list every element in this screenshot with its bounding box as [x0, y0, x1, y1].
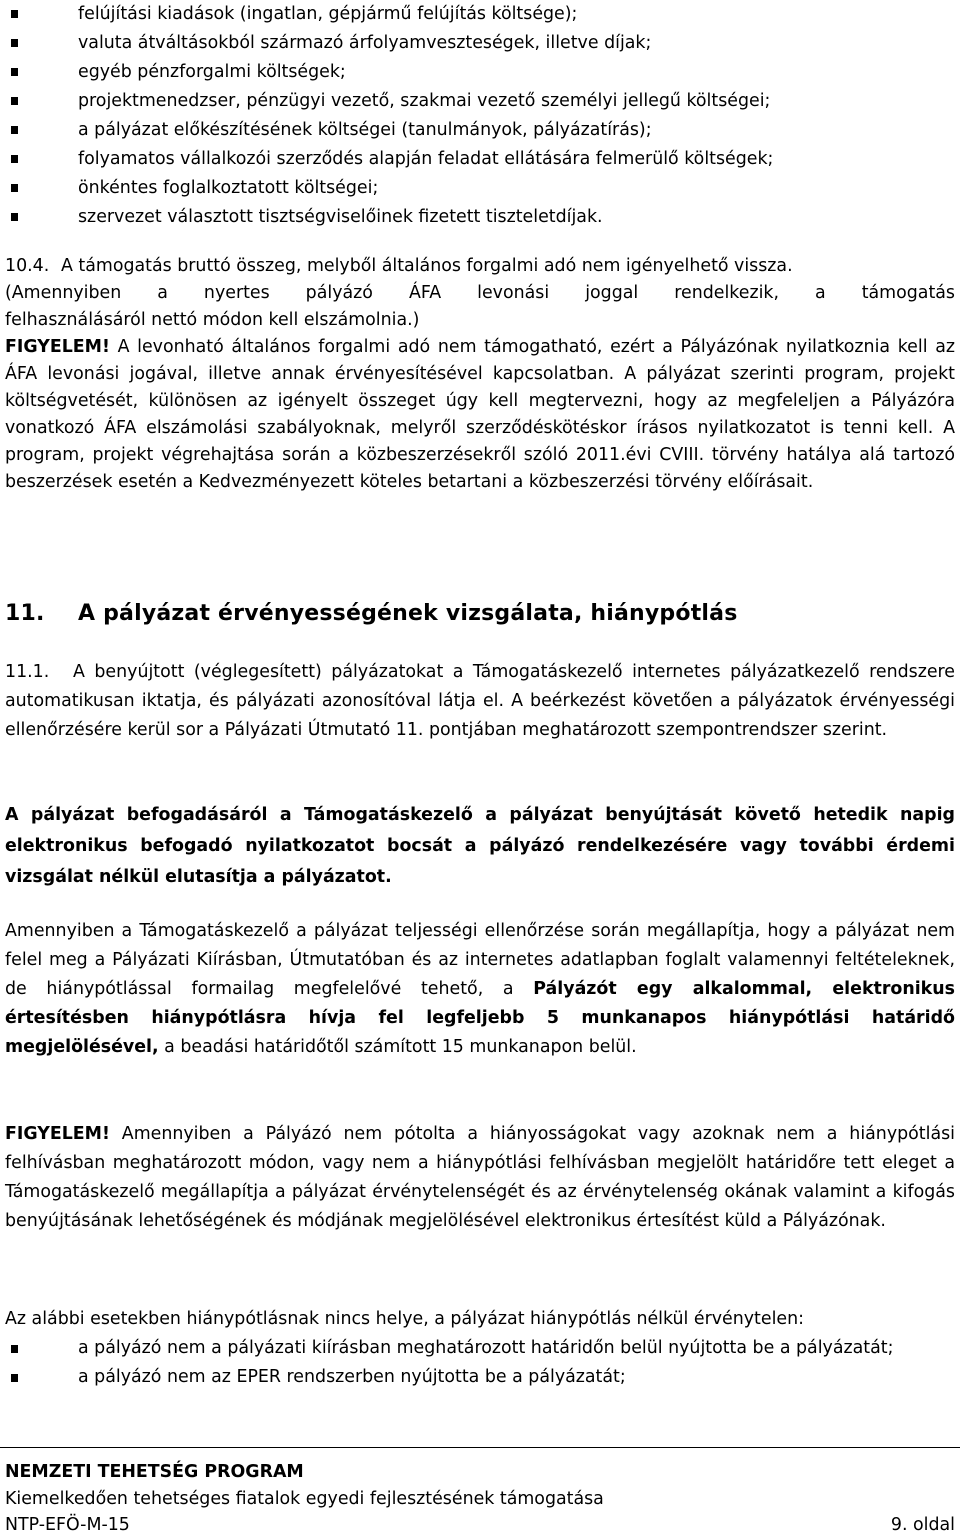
footer-code: NTP-EFÖ-M-15 — [5, 1515, 130, 1535]
warning-label: FIGYELEM! — [5, 1124, 110, 1144]
list-item: önkéntes foglalkoztatott költségei; — [0, 174, 960, 203]
footer-divider — [0, 1447, 960, 1448]
list-item: felújítási kiadások (ingatlan, gépjármű felújítás költsége); — [0, 0, 960, 29]
section-11-heading — [5, 601, 738, 626]
bullet-square-icon — [11, 184, 18, 192]
bullet-square-icon — [11, 213, 18, 221]
bullet-square-icon — [11, 39, 18, 47]
acceptance-paragraph: A pályázat befogadásáról a Támogatáskezelő a pályázat benyújtását követő hetedik napig elektronikus befogadó nyilatkozatot bocsát a pályázó rendelkezésére vagy további érdemi vizsgálat nélkül elutasítja a pályázatot. — [5, 805, 955, 887]
bullet-square-icon — [11, 155, 18, 163]
deficiency-paragraph: Amennyiben a Támogatáskezelő a pályázat teljességi ellenőrzése során megállapítja, hogy a pályázat nem felel meg a Pályázati Kiírásban, Útmutatóban és az internetes adatlapban foglalt valamennyi feltételeknek, de hiánypótlással formailag megfelelővé tehető, a Pályázót egy alkalommal, elektronikus értesítésben hiánypótlásra hívja fel legfeljebb 5 munkanapos hiánypótlási határidő megjelölésével, a beadási határidőtől számított 15 munkanapon belül. — [5, 921, 955, 1057]
page-footer — [0, 1447, 960, 1535]
invalid-cases-list — [0, 1334, 955, 1392]
invalid-cases-intro: Az alábbi esetekben hiánypótlásnak nincs helye, a pályázat hiánypótlás nélkül érvénytelen: — [5, 1309, 804, 1329]
warning-paragraph: FIGYELEM! Amennyiben a Pályázó nem pótolta a hiányosságokat vagy azoknak nem a hiánypótlási felhívásban meghatározott módon, vagy nem a hiánypótlási felhívásban megjelölt határidőre tett eleget a Támogatáskezelő megállapítja a pályázat érvénytelenségét és az érvénytelenség okának valamint a kifogás benyújtásának lehetőségének és módjának megjelölésével elektronikus értesítést küld a Pályázónak. — [5, 1124, 955, 1231]
cost-bullet-list — [0, 0, 960, 232]
section-10-4-body: FIGYELEM! A levonható általános forgalmi adó nem támogatható, ezért a Pályázónak nyilatkoznia kell az ÁFA levonási jogával, illetve annak érvényesítésével kapcsolatban. A pályázat szerinti program, projekt költségvetését, különösen az igényelt összeget úgy kell megtervezni, hogy az megfeleljen a Pályázóra vonatkozó ÁFA elszámolási szabályoknak, melyről szerződéskötéskor írásos nyilatkozatot is tenni kell. A program, projekt végrehajtása során a közbeszerzésekről szóló 2011.évi CVIII. törvény hatálya alá tartozó beszerzések esetén a Kedvezményezett köteles betartani a közbeszerzési törvény előírásait. — [5, 337, 955, 492]
list-item: a pályázat előkészítésének költségei (tanulmányok, pályázatírás); — [0, 116, 960, 145]
bullet-square-icon — [11, 10, 18, 18]
footer-subtitle: Kiemelkedően tehetséges fiatalok egyedi fejlesztésének támogatása — [5, 1489, 604, 1509]
list-item: egyéb pénzforgalmi költségek; — [0, 58, 960, 87]
section-10-4-line3: felhasználásáról nettó módon kell elszámolnia.) — [5, 310, 420, 330]
list-item: szervezet választott tisztségviselőinek fizetett tiszteletdíjak. — [0, 203, 960, 232]
bullet-square-icon — [11, 1374, 18, 1382]
section-number: 10.4. — [5, 256, 50, 276]
bullet-square-icon — [11, 97, 18, 105]
list-item: a pályázó nem az EPER rendszerben nyújtotta be a pályázatát; — [0, 1363, 955, 1392]
page-title: A pályázat érvényességének vizsgálata, hiánypótlás — [78, 601, 738, 626]
footer-program: NEMZETI TEHETSÉG PROGRAM — [5, 1462, 304, 1482]
section-10-4-line1: 10.4. A támogatás bruttó összeg, melyből általános forgalmi adó nem igényelhető vissza. — [5, 253, 955, 280]
list-item: folyamatos vállalkozói szerződés alapján feladat ellátására felmerülő költségek; — [0, 145, 960, 174]
bullet-square-icon — [11, 1345, 18, 1353]
warning-label: FIGYELEM! — [5, 337, 110, 357]
list-item: a pályázó nem a pályázati kiírásban meghatározott határidőn belül nyújtotta be a pályázatát; — [0, 1334, 955, 1363]
list-item: projektmenedzser, pénzügyi vezető, szakmai vezető személyi jellegű költségei; — [0, 87, 960, 116]
list-item: valuta átváltásokból származó árfolyamveszteségek, illetve díjak; — [0, 29, 960, 58]
page-number: 9. oldal — [890, 1515, 955, 1535]
section-number: 11. — [5, 601, 45, 626]
section-11-1: 11.1. A benyújtott (véglegesített) pályázatokat a Támogatáskezelő internetes pályázatkezelő rendszere automatikusan iktatja, és pályázati azonosítóval látja el. A beérkezést követően a pályázatok érvényességi ellenőrzésére kerül sor a Pályázati Útmutató 11. pontjában meghatározott szempontrendszer szerint. — [5, 658, 955, 745]
section-10-4-line2: (Amennyiben a nyertes pályázó ÁFA levonási joggal rendelkezik, a támogatás — [5, 283, 955, 303]
section-number: 11.1. — [5, 662, 50, 682]
bullet-square-icon — [11, 68, 18, 76]
bullet-square-icon — [11, 126, 18, 134]
section-10-4 — [5, 253, 955, 496]
